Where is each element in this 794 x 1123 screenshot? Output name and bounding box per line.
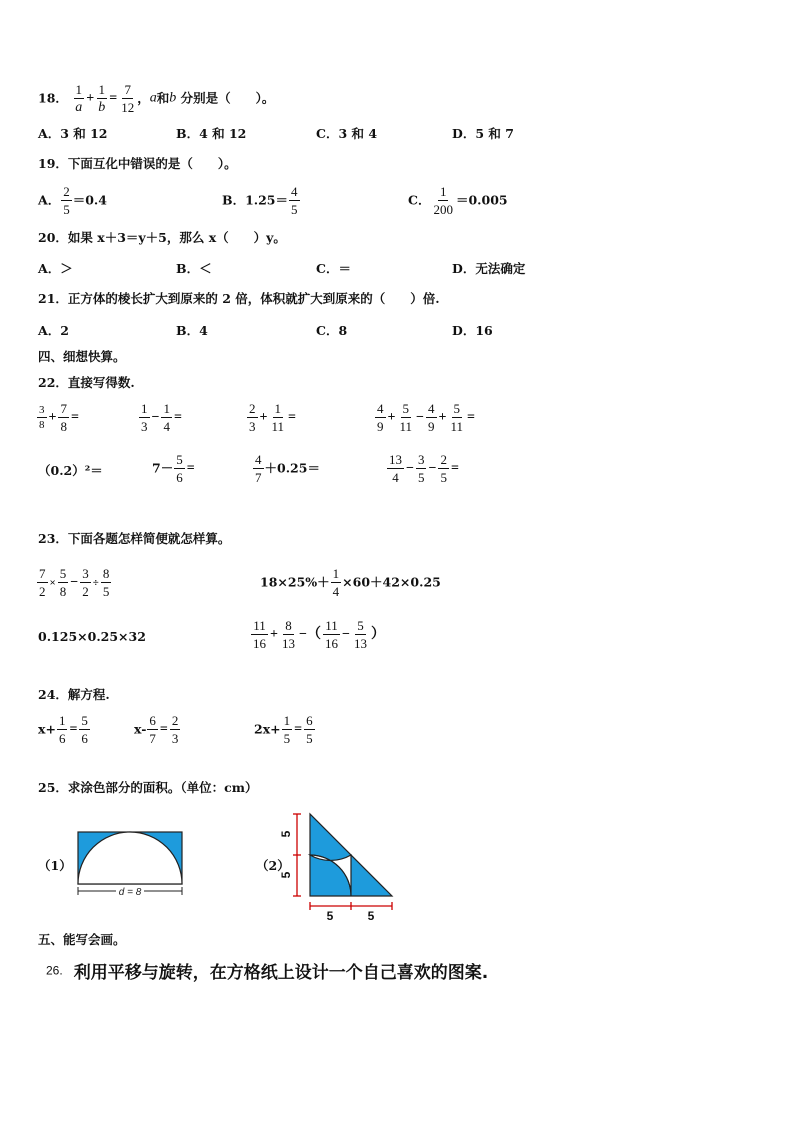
q26-number: 26.	[46, 963, 63, 978]
question-19-stem: 19．下面互化中错误的是（ ）。	[38, 156, 237, 171]
q22-expr-4: $\frac{4}{9}$ + $\frac{5}{11}$ − $\frac{4}{9}$ + $\frac{5}{11}$ =	[377, 401, 475, 434]
q23-expr-3: 0.125×0.25×32	[38, 629, 146, 644]
q21-option-a: A．2	[38, 323, 69, 338]
q21-option-d: D．16	[452, 323, 493, 338]
q22-expr-2: $\frac{1}{3}$ − $\frac{1}{4}$ =	[141, 401, 182, 434]
q22-expr-3: $\frac{2}{3}$ + $\frac{1}{11}$ =	[249, 401, 296, 434]
q22-expr-1: $\frac{3}{8}$ + $\frac{7}{8}$ =	[39, 401, 79, 434]
question-26	[46, 958, 488, 983]
q18-var-b: b	[169, 90, 177, 106]
q26-text: 利用平移与旋转，在方格纸上设计一个自己喜欢的图案.	[73, 963, 489, 983]
q20-option-a: A．＞	[38, 261, 73, 276]
q24-equation-2: x- $\frac{6}{7}$ = $\frac{2}{3}$	[134, 713, 179, 746]
fig2-label-left-2: 5	[279, 871, 293, 879]
q18-option-d: D．5 和 7	[452, 126, 514, 141]
q23-expr-1: $\frac{7}{2}$ × $\frac{5}{8}$ − $\frac{3}{2}$ ÷ $\frac{8}{5}$	[39, 566, 110, 599]
q22-expr-6: 7－ $\frac{5}{6}$ =	[152, 452, 195, 485]
q22-expr-7: $\frac{4}{7}$ ＋0.25＝	[255, 452, 320, 485]
q18-fraction-2: $\frac{1}{b}$	[98, 82, 106, 115]
question-23-stem: 23．下面各题怎样简便就怎样算。	[38, 531, 231, 546]
q18-option-a: A．3 和 12	[38, 126, 108, 141]
q25-figure-1	[74, 829, 186, 901]
q18-option-b: B．4 和 12	[176, 126, 247, 141]
q22-expr-5: （0.2）²＝	[38, 463, 103, 478]
fig2-label-left-1: 5	[279, 830, 293, 838]
q18-fraction-1: $\frac{1}{a}$	[75, 82, 83, 115]
q18-fraction-3: $\frac{7}{12}$	[121, 82, 135, 115]
q18-var-a: a	[149, 90, 157, 106]
q25-label-1: （1）	[38, 858, 72, 873]
section-5-heading: 五、能写会画。	[38, 932, 126, 947]
question-21-stem: 21．正方体的棱长扩大到原来的 2 倍，体积就扩大到原来的（ ）倍.	[38, 291, 440, 306]
question-25-stem: 25．求涂色部分的面积。（单位：cm）	[38, 780, 258, 795]
q18-number: 18．	[38, 90, 68, 106]
q25-figure-2	[279, 808, 398, 923]
q18-option-c: C．3 和 4	[316, 126, 378, 141]
q23-expr-2: 18×25%＋ $\frac{1}{4}$ ×60＋42×0.25	[260, 566, 441, 599]
fig2-label-bottom-2: 5	[367, 909, 375, 923]
q25-label-2: （2）	[256, 858, 290, 873]
section-4-heading: 四、细想快算。	[38, 349, 126, 364]
q20-option-b: B．＜	[176, 261, 212, 276]
q23-expr-4: $\frac{11}{16}$ + $\frac{8}{13}$ −（ $\frac{11}{16}$ − $\frac{5}{13}$ ）	[253, 618, 385, 651]
fig1-dimension-label: d = 8	[118, 887, 142, 898]
question-22-stem: 22．直接写得数.	[38, 375, 135, 390]
q20-option-c: C．＝	[316, 261, 351, 276]
q21-option-c: C．8	[316, 323, 348, 338]
q20-option-d: D．无法确定	[452, 261, 526, 276]
q19-option-a: A． $\frac{2}{5}$ ＝0.4	[38, 184, 107, 217]
q24-equation-1: x+ $\frac{1}{6}$ = $\frac{5}{6}$	[38, 713, 88, 746]
q22-expr-8: $\frac{13}{4}$ − $\frac{3}{5}$ − $\frac{2}{5}$ =	[389, 452, 459, 485]
question-24-stem: 24．解方程.	[38, 687, 110, 702]
question-20-stem: 20．如果 x＋3＝y＋5，那么 x（ ）y。	[38, 230, 286, 245]
q19-option-b: B．1.25＝ $\frac{4}{5}$	[222, 184, 298, 217]
q24-equation-3: 2x+ $\frac{1}{5}$ = $\frac{6}{5}$	[254, 713, 313, 746]
q19-option-c: C． $\frac{1}{200}$ ＝0.005	[408, 184, 508, 217]
fig2-label-bottom-1: 5	[326, 909, 334, 923]
q21-option-b: B．4	[176, 323, 208, 338]
question-18-line: 18． $\frac{1}{a}$ + $\frac{1}{b}$ = $\frac{7}{12}$ ，a和b 分别是（ ）。	[38, 82, 275, 115]
